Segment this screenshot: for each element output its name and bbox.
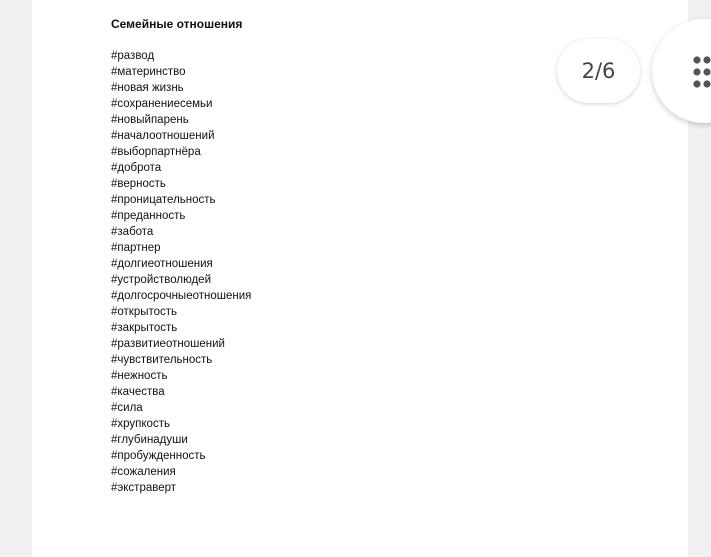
tag-item: #экстраверт (111, 482, 177, 494)
tag-item: #верность (111, 178, 166, 190)
tag-item: #долгосрочныеотношения (111, 290, 252, 302)
document-title: Семейные отношения (111, 17, 243, 31)
tag-item: #доброта (111, 162, 162, 174)
tag-item: #качества (111, 386, 165, 398)
tag-item: #устройстволюдей (111, 274, 212, 286)
tag-item: #развод (111, 50, 155, 62)
tag-item: #открытость (111, 306, 178, 318)
tag-item: #сохранениесемьи (111, 98, 213, 110)
tag-item: #чувствительность (111, 354, 213, 366)
tag-item: #забота (111, 226, 154, 238)
tag-item: #глубинадуши (111, 434, 188, 446)
tag-item: #пробужденность (111, 450, 206, 462)
tag-item: #долгиеотношения (111, 258, 213, 270)
tag-item: #нежность (111, 370, 168, 382)
tag-item: #преданность (111, 210, 186, 222)
tag-item: #развитиеотношений (111, 338, 225, 350)
tag-item: #проницательность (111, 194, 216, 206)
page-counter: 2/6 (557, 39, 640, 103)
tag-item: #хрупкость (111, 418, 170, 430)
tag-item: #закрытость (111, 322, 178, 334)
tag-item: #новая жизнь (111, 82, 184, 94)
tag-item: #партнер (111, 242, 161, 254)
tag-item: #материнство (111, 66, 186, 78)
tag-item: #сила (111, 402, 143, 414)
grid-dots-icon (693, 56, 711, 88)
tag-item: #выборпартнёра (111, 146, 201, 158)
tag-item: #сожаления (111, 466, 176, 478)
tag-list (111, 48, 251, 496)
tag-item: #началоотношений (111, 130, 215, 142)
tag-item: #новыйпарень (111, 114, 189, 126)
